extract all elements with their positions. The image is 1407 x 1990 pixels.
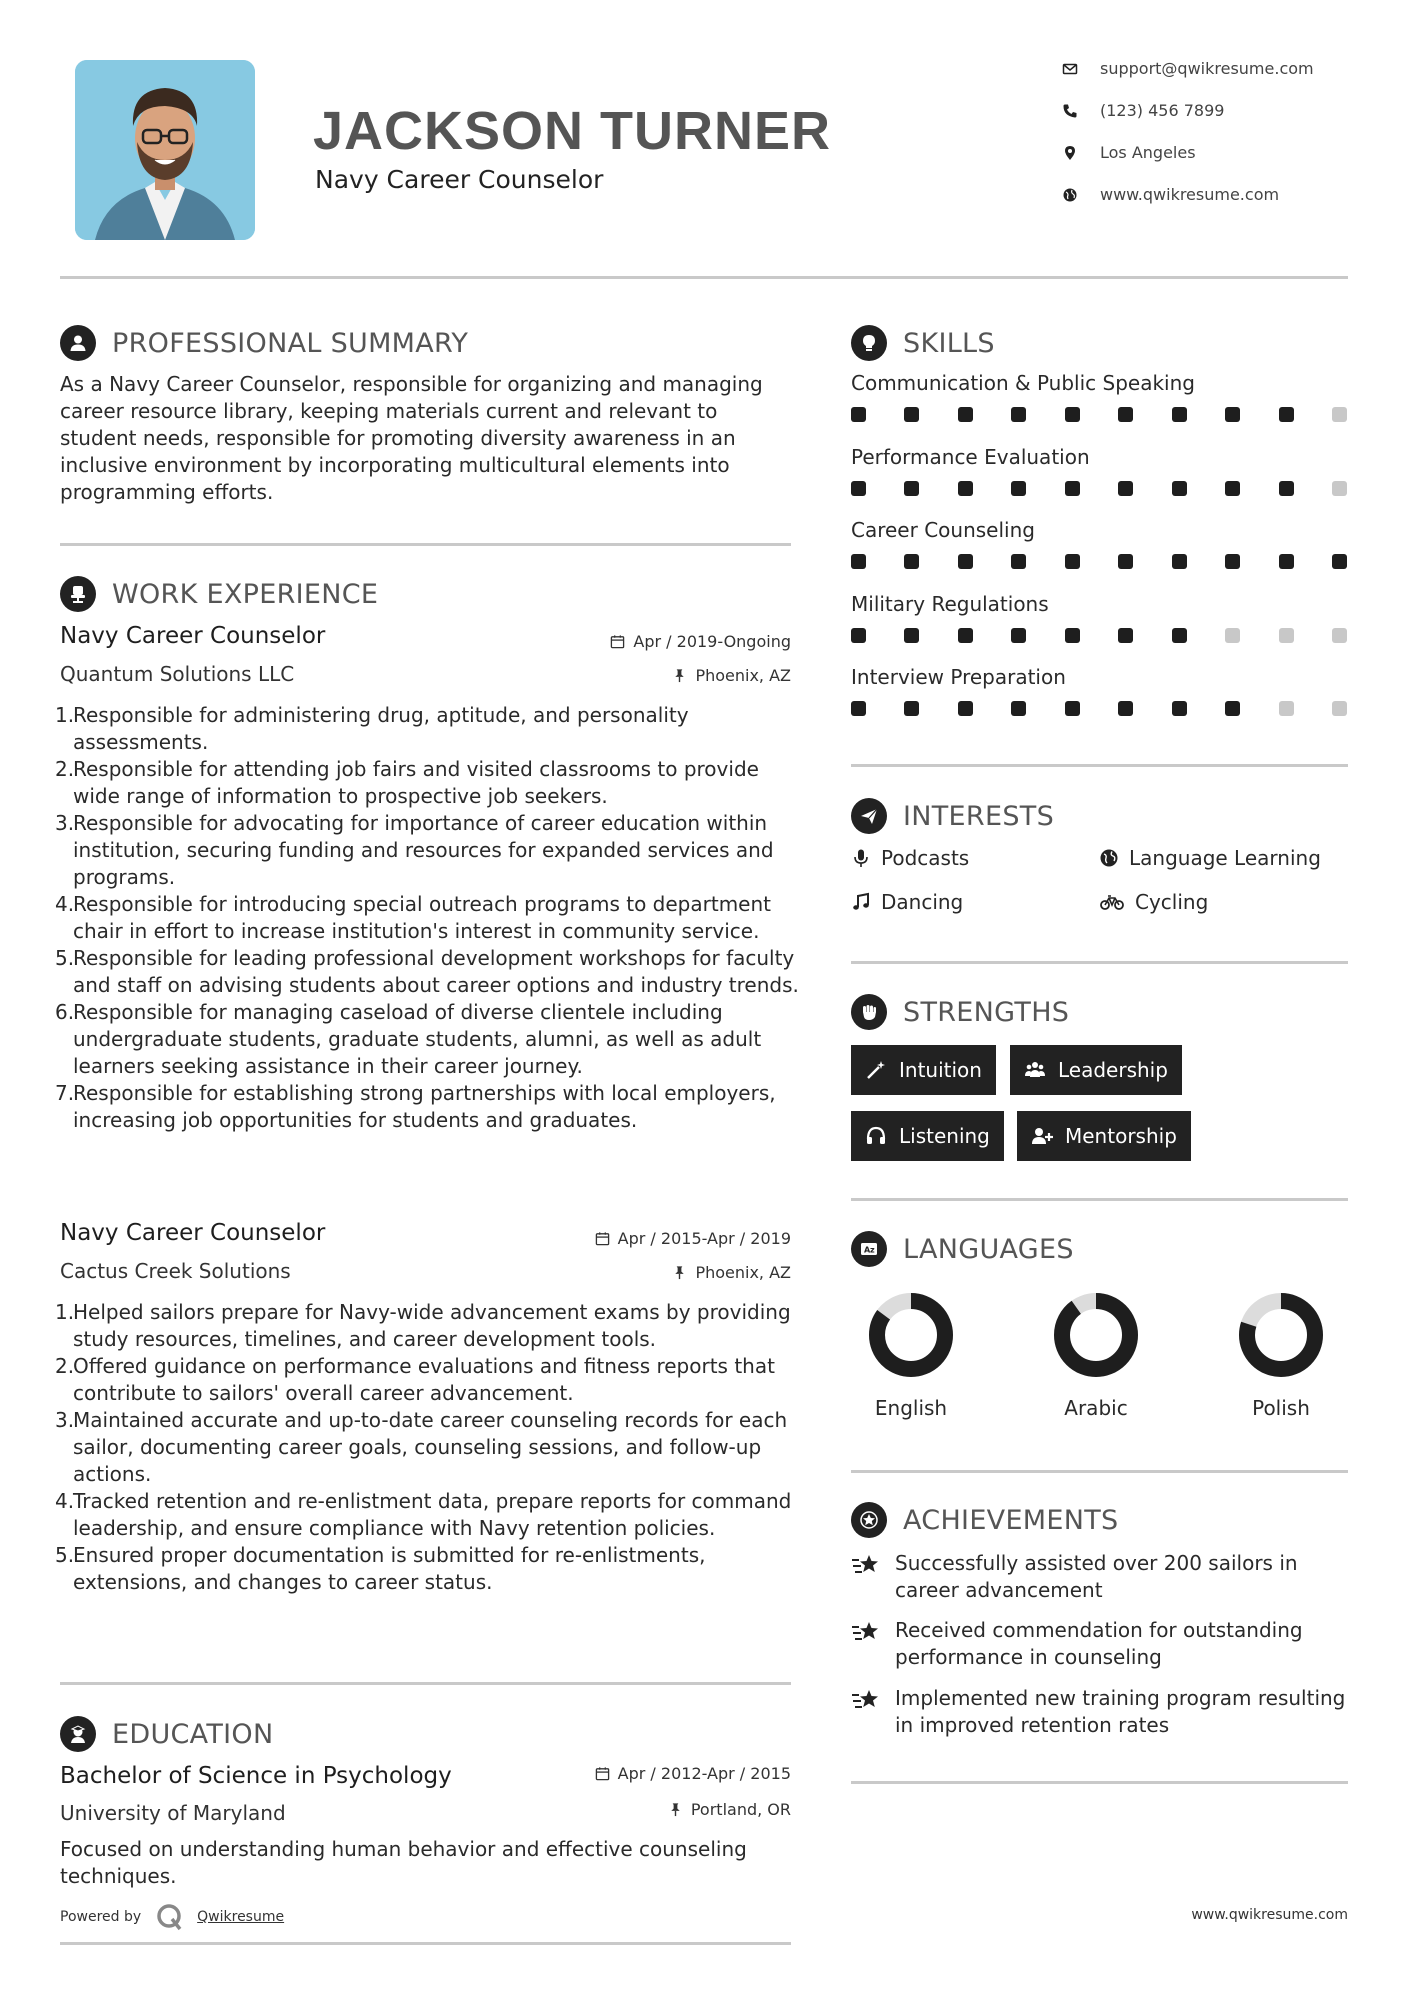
svg-text:z: z <box>870 1245 875 1255</box>
rating-dot-filled <box>851 628 866 643</box>
calendar-icon <box>610 634 625 649</box>
rating-dot-filled <box>1011 481 1026 496</box>
chair-icon <box>67 583 89 605</box>
achievements-heading: ACHIEVEMENTS <box>851 1502 1119 1538</box>
summary-text: As a Navy Career Counselor, responsible for organizing and managing career resource library, keeping materials current and relevant to student needs, responsible for promoting diversity awareness in an inclusive environment by incorporating multicultural elements into programming efforts. <box>60 372 763 504</box>
gauge-fill <box>1062 1301 1130 1369</box>
rating-dot-filled <box>958 628 973 643</box>
skill-name: Career Counseling <box>851 518 1035 542</box>
rating-dot-filled <box>1011 407 1026 422</box>
rating-dot-filled <box>1225 407 1240 422</box>
shooting-star-icon <box>851 1687 881 1713</box>
rating-dot-filled <box>1118 407 1133 422</box>
summary-heading: PROFESSIONAL SUMMARY <box>60 325 468 361</box>
interests-heading: INTERESTS <box>851 798 1054 834</box>
globe-icon <box>1099 848 1119 868</box>
skill-item <box>851 371 1351 445</box>
interest-dancing: Dancing <box>851 890 963 914</box>
job-2-location: Phoenix, AZ <box>490 1263 791 1282</box>
skill-rating <box>851 554 1347 569</box>
rating-dot-filled <box>904 554 919 569</box>
rating-dot-filled <box>1332 554 1347 569</box>
rating-dot-filled <box>1225 701 1240 716</box>
pushpin-icon <box>672 1265 687 1280</box>
list-item: 2. Offered guidance on performance evaluations and fitness reports that contribute to sailors' overall career advancement. <box>55 1354 775 1405</box>
rating-dot-empty <box>1332 701 1347 716</box>
rating-dot-filled <box>1011 701 1026 716</box>
user-plus-icon <box>1031 1125 1053 1147</box>
achievements-divider <box>851 1781 1348 1784</box>
skill-rating <box>851 701 1347 716</box>
profile-photo <box>75 60 255 240</box>
education-degree: Bachelor of Science in Psychology <box>60 1763 452 1789</box>
skill-rating <box>851 628 1347 643</box>
list-item: 3. Responsible for advocating for importance of career education within institution, securing funding and resources for expanded services and programs. <box>55 811 774 889</box>
skill-name: Performance Evaluation <box>851 444 1090 469</box>
globe-icon <box>1062 187 1078 203</box>
header-divider <box>60 276 1348 279</box>
skill-name: Interview Preparation <box>851 665 1066 689</box>
interests-divider <box>851 961 1348 964</box>
list-item: 4. Tracked retention and re-enlistment data, prepare reports for command leadership, and ensure compliance with Navy retention policies. <box>55 1489 792 1540</box>
skill-item <box>851 592 1351 666</box>
strength-mentorship: Mentorship <box>1017 1111 1191 1161</box>
work-heading: WORK EXPERIENCE <box>60 576 378 612</box>
bicycle-icon <box>1099 892 1125 912</box>
languages-list <box>841 1290 1351 1420</box>
skill-name: Military Regulations <box>851 591 1049 616</box>
job-2-role: Navy Career Counselor <box>60 1220 326 1246</box>
strengths-divider <box>851 1198 1348 1201</box>
list-item: 2. Responsible for attending job fairs and visited classrooms to provide wide range of information to prospective job seekers. <box>55 757 759 808</box>
rating-dot-filled <box>1118 554 1133 569</box>
rating-dot-filled <box>1172 407 1187 422</box>
education-divider <box>60 1942 791 1945</box>
skills-heading: SKILLS <box>851 325 995 361</box>
headphones-icon <box>865 1125 887 1147</box>
language-item <box>1026 1290 1166 1420</box>
rating-dot-empty <box>1225 628 1240 643</box>
contact-location: Los Angeles <box>1062 143 1362 162</box>
language-name: Arabic <box>1064 1396 1128 1420</box>
education-dates: Apr / 2012-Apr / 2015 <box>490 1764 791 1783</box>
skill-item <box>851 665 1351 739</box>
education-heading: EDUCATION <box>60 1716 273 1752</box>
language-icon <box>858 1238 880 1260</box>
rating-dot-filled <box>904 628 919 643</box>
rating-dot-filled <box>1065 701 1080 716</box>
rating-dot-filled <box>1279 554 1294 569</box>
job-1-dates: Apr / 2019-Ongoing <box>490 632 791 651</box>
graduate-icon <box>67 1723 89 1745</box>
job-1-location: Phoenix, AZ <box>490 666 791 685</box>
contact-website[interactable]: www.qwikresume.com <box>1062 185 1362 204</box>
shooting-star-icon <box>851 1552 881 1578</box>
skill-item <box>851 518 1351 592</box>
rating-dot-filled <box>1172 628 1187 643</box>
rating-dot-filled <box>904 481 919 496</box>
rating-dot-filled <box>1225 554 1240 569</box>
rating-dot-filled <box>958 407 973 422</box>
interest-podcasts: Podcasts <box>851 846 969 870</box>
rating-dot-empty <box>1279 701 1294 716</box>
achievement-1: Successfully assisted over 200 sailors in career advancement <box>851 1550 1348 1604</box>
language-item <box>1211 1290 1351 1420</box>
rating-dot-filled <box>851 407 866 422</box>
rating-dot-filled <box>1065 628 1080 643</box>
microphone-icon <box>851 848 871 868</box>
languages-heading: A z LANGUAGES <box>851 1231 1074 1267</box>
rating-dot-empty <box>1332 407 1347 422</box>
education-description: Focused on understanding human behavior and effective counseling techniques. <box>60 1837 747 1888</box>
list-item: 1. Helped sailors prepare for Navy-wide advancement exams by providing study resources, timelines, and career development tools. <box>55 1300 791 1351</box>
footer-website[interactable]: www.qwikresume.com <box>1191 1907 1348 1923</box>
contact-email[interactable]: support@qwikresume.com <box>1062 59 1362 78</box>
rating-dot-filled <box>851 481 866 496</box>
strength-leadership: Leadership <box>1010 1045 1182 1095</box>
rating-dot-filled <box>1011 554 1026 569</box>
list-item: 5. Responsible for leading professional development workshops for faculty and staff on advising students about career options and industry trends. <box>55 946 799 997</box>
language-name: Polish <box>1252 1396 1310 1420</box>
calendar-icon <box>595 1766 610 1781</box>
rating-dot-filled <box>1172 701 1187 716</box>
rating-dot-empty <box>1279 628 1294 643</box>
music-note-icon <box>851 892 871 912</box>
language-name: English <box>874 1396 948 1420</box>
star-badge-icon <box>858 1509 880 1531</box>
rating-dot-filled <box>958 701 973 716</box>
rating-dot-filled <box>851 554 866 569</box>
rating-dot-filled <box>904 701 919 716</box>
calendar-icon <box>595 1231 610 1246</box>
job-1-company: Quantum Solutions LLC <box>60 662 295 686</box>
location-pin-icon <box>1062 145 1078 161</box>
skills-list <box>851 371 1351 739</box>
job-2-company: Cactus Creek Solutions <box>60 1259 291 1283</box>
rating-dot-filled <box>1118 628 1133 643</box>
language-gauge <box>1236 1290 1326 1380</box>
list-item: 1. Responsible for administering drug, aptitude, and personality assessments. <box>55 703 689 754</box>
rating-dot-empty <box>1332 628 1347 643</box>
powered-by: Powered by Qwikresume <box>60 1902 284 1932</box>
list-item: 3. Maintained accurate and up-to-date career counseling records for each sailor, documenting career goals, counseling sessions, and follow-up actions. <box>55 1408 788 1486</box>
rating-dot-filled <box>1279 407 1294 422</box>
work-divider <box>60 1682 791 1685</box>
job-2-duties <box>55 1299 800 1596</box>
education-school: University of Maryland <box>60 1801 286 1825</box>
list-item: 5. Ensured proper documentation is submitted for re-enlistments, extensions, and changes to career status. <box>55 1543 706 1594</box>
list-item: 6. Responsible for managing caseload of diverse clientele including undergraduate students, graduate students, alumni, as well as adult learners seeking assistance in their career journey. <box>55 1000 762 1078</box>
job-1-role: Navy Career Counselor <box>60 623 326 649</box>
pushpin-icon <box>672 668 687 683</box>
list-item: 4. Responsible for introducing special outreach programs to department chair in effort to increase institution's interest in community service. <box>55 892 771 943</box>
rating-dot-filled <box>1118 701 1133 716</box>
rating-dot-filled <box>1011 628 1026 643</box>
candidate-title: Navy Career Counselor <box>315 165 604 194</box>
skill-item <box>851 445 1351 519</box>
qwikresume-link[interactable]: Qwikresume <box>197 1909 285 1925</box>
qwikresume-logo-icon <box>155 1902 185 1932</box>
rating-dot-filled <box>1065 554 1080 569</box>
achievement-3: Implemented new training program resulting in improved retention rates <box>851 1685 1348 1739</box>
skill-rating <box>851 407 1347 422</box>
rating-dot-filled <box>1279 481 1294 496</box>
rating-dot-filled <box>1172 481 1187 496</box>
strengths-heading: STRENGTHS <box>851 994 1069 1030</box>
rating-dot-filled <box>958 554 973 569</box>
user-icon <box>67 332 89 354</box>
rating-dot-filled <box>1118 481 1133 496</box>
languages-divider <box>851 1470 1348 1473</box>
summary-divider <box>60 543 791 546</box>
shooting-star-icon <box>851 1619 881 1645</box>
skill-rating <box>851 481 1347 496</box>
rating-dot-filled <box>958 481 973 496</box>
rating-dot-filled <box>904 407 919 422</box>
rating-dot-filled <box>1225 481 1240 496</box>
strength-listening: Listening <box>851 1111 1004 1161</box>
rating-dot-filled <box>1172 554 1187 569</box>
users-icon <box>1024 1059 1046 1081</box>
pushpin-icon <box>668 1802 683 1817</box>
language-item <box>841 1290 981 1420</box>
rating-dot-filled <box>851 701 866 716</box>
education-location: Portland, OR <box>490 1800 791 1819</box>
phone-icon <box>1062 103 1078 119</box>
skill-name: Communication & Public Speaking <box>851 371 1195 395</box>
fist-icon <box>858 1001 880 1023</box>
paper-plane-icon <box>858 805 880 827</box>
lightbulb-icon <box>858 332 880 354</box>
svg-text:A: A <box>864 1245 871 1255</box>
contact-phone[interactable]: (123) 456 7899 <box>1062 101 1362 120</box>
strength-intuition: Intuition <box>851 1045 996 1095</box>
envelope-icon <box>1062 61 1078 77</box>
language-gauge <box>1051 1290 1141 1380</box>
language-gauge <box>866 1290 956 1380</box>
interest-cycling: Cycling <box>1099 890 1208 914</box>
list-item: 7. Responsible for establishing strong partnerships with local employers, increasing job opportunities for students and graduates. <box>55 1081 776 1132</box>
rating-dot-filled <box>1065 407 1080 422</box>
interest-language-learning: Language Learning <box>1099 846 1321 870</box>
magic-wand-icon <box>865 1059 887 1081</box>
rating-dot-empty <box>1332 481 1347 496</box>
achievement-2: Received commendation for outstanding performance in counseling <box>851 1617 1348 1671</box>
candidate-name: JACKSON TURNER <box>313 101 832 161</box>
rating-dot-filled <box>1065 481 1080 496</box>
job-1-duties <box>55 702 800 1134</box>
job-2-dates: Apr / 2015-Apr / 2019 <box>490 1229 791 1248</box>
skills-divider <box>851 764 1348 767</box>
